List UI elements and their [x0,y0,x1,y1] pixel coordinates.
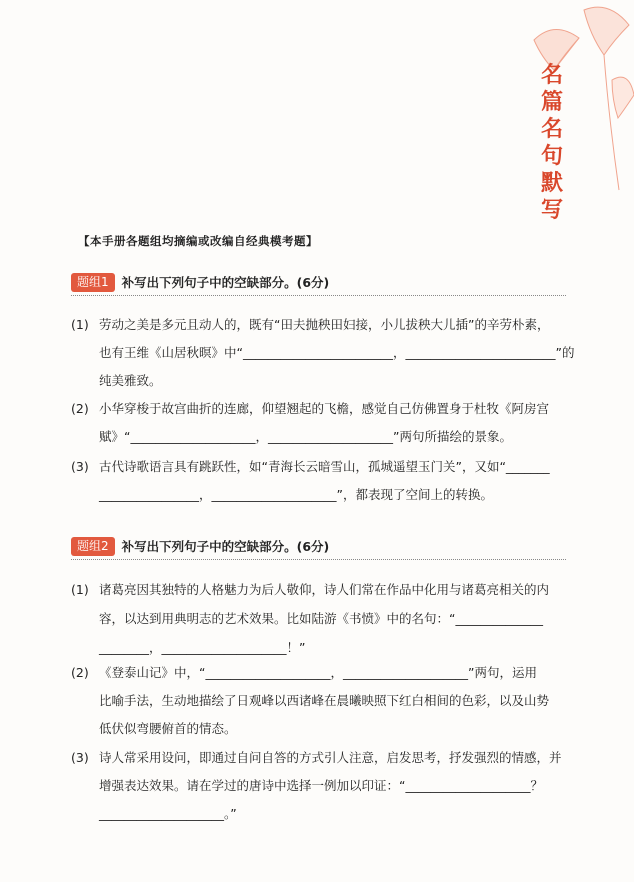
question-line: 也有王维《山居秋暝》中“________________________，________________________”的 [99,345,575,360]
question-number: (1) [71,582,89,597]
question-line: 诗人常采用设问，即通过自问自答的方式引人注意，启发思考，抒发强烈的情感，并 [99,750,562,765]
question-line: ________________，____________________”，都表现了空间上的转换。 [99,487,493,502]
question-number: (3) [71,750,89,765]
question-number: (3) [71,459,89,474]
question-number: (2) [71,665,89,680]
vertical-title-char: 写 [540,197,563,223]
question-line: 低伏似弯腰俯首的情态。 [99,721,237,736]
section-vertical-title [537,62,567,224]
vertical-title-char: 名 [540,62,563,88]
question-group-1 [71,272,566,296]
question-group-2 [71,536,566,560]
question-line: 增强表达效果。请在学过的唐诗中选择一例加以印证：“____________________？ [99,778,543,793]
vertical-title-char: 篇 [540,89,563,115]
question-line: 古代诗歌语言具有跳跃性，如“青海长云暗雪山，孤城遥望玉门关”，又如“_______ [99,459,550,474]
question-number: (1) [71,317,89,332]
group-badge: 题组1 [71,273,115,292]
question-line: 劳动之美是多元且动人的，既有“田夫抛秧田妇接，小儿拔秧大儿插”的辛劳朴素， [99,317,550,332]
question-line: 纯美雅致。 [99,373,162,388]
vertical-title-char: 名 [540,116,563,142]
group-badge: 题组2 [71,537,115,556]
question-number: (2) [71,401,89,416]
question-line: 容，以达到用典明志的艺术效果。比如陆游《书愤》中的名句：“______________ [99,611,543,626]
group-title: 补写出下列句子中的空缺部分。(6分) [121,275,330,290]
question-line: 比喻手法，生动地描绘了日观峰以西诸峰在晨曦映照下红白相间的色彩，以及山势 [99,693,550,708]
question-line: 《登泰山记》中，“____________________，____________________”两句，运用 [99,665,537,680]
group-title: 补写出下列句子中的空缺部分。(6分) [121,539,330,554]
question-line: 赋》“____________________，____________________”两句所描绘的景象。 [99,429,512,444]
source-note: 【本手册各题组均摘编或改编自经典模考题】 [78,234,318,248]
question-line: 诸葛亮因其独特的人格魅力为后人敬仰，诗人们常在作品中化用与诸葛亮相关的内 [99,582,550,597]
question-line: 小华穿梭于故宫曲折的连廊，仰望翘起的飞檐，感觉自己仿佛置身于杜牧《阿房宫 [99,401,550,416]
vertical-title-char: 句 [540,143,563,169]
question-line: ____________________。” [99,806,237,821]
question-line: ________，____________________！” [99,640,306,655]
vertical-title-char: 默 [540,170,563,196]
